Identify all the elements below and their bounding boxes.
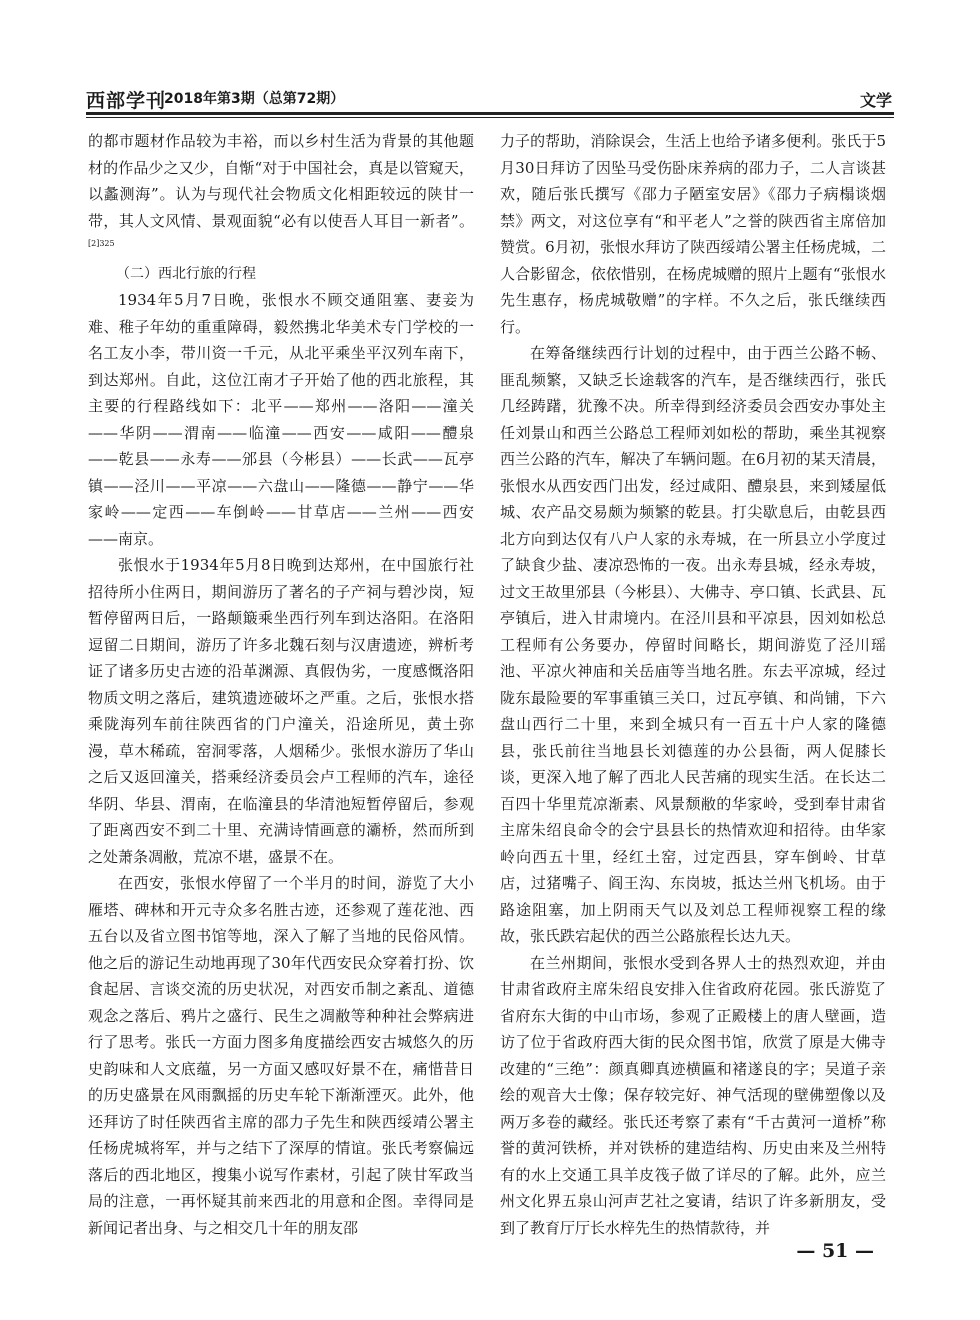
journal-title: 西部学刊 <box>86 90 167 112</box>
citation-ref: [2]325 <box>88 239 115 248</box>
right-column <box>500 128 886 1241</box>
left-column <box>88 128 474 1241</box>
paragraph: 力子的帮助，消除误会，生活上也给予诸多便利。张氏于5月30日拜访了因坠马受伤卧床养病的邵力子，二人言谈甚欢，随后张氏撰写《邵力子陋室安居》《邵力子病榻谈烟禁》两文，对这位享有“和平老人”之誉的陕西省主席倍加赞赏。6月初，张恨水拜访了陕西绥靖公署主任杨虎城，二人合影留念，依依惜别，在杨虎城赠的照片上题有“张恨水先生惠存，杨虎城敬赠”的字样。不久之后，张氏继续西行。 <box>500 132 886 336</box>
paragraph: 张恨水于1934年5月8日晚到达郑州，在中国旅行社招待所小住两日，期间游历了著名的子产祠与碧沙岗，短暂停留两日后，一路颠簸乘坐西行列车到达洛阳。在洛阳逗留二日期间，游历了许多北魏石刻与汉唐遗迹，辨析考证了诸多历史古迹的沿革渊源、真假伪劣，一度感慨洛阳物质文明之落后，建筑遗迹破坏之严重。之后，张恨水搭乘陇海列车前往陕西省的门户潼关，沿途所见，黄土弥漫，草木稀疏，窑洞零落，人烟稀少。张恨水游历了华山之后又返回潼关，搭乘经济委员会卢工程师的汽车，途径华阴、华县、渭南，在临潼县的华清池短暂停留后，参观了距离西安不到二十里、充满诗情画意的灞桥，然而所到之处萧条凋敝，荒凉不堪，盛景不在。 <box>88 556 474 866</box>
header-rule-thick <box>86 112 894 115</box>
paragraph: 1934年5月7日晚，张恨水不顾交通阻塞、妻妾为难、稚子年幼的重重障碍，毅然携北华美术专门学校的一名工友小李，带川资一千元，从北平乘坐平汉列车南下，到达郑州。自此，这位江南才子开始了他的西北旅程，其主要的行程路线如下：北平——郑州——洛阳——潼关——华阴——渭南——临潼——西安——咸阳——醴泉——乾县——永寿——邠县（今彬县）——长武——瓦亭镇——泾川——平凉——六盘山——隆德——静宁——华家岭——定西——车倒岭——甘草店——兰州——西安——南京。 <box>88 291 474 548</box>
running-header <box>86 86 894 120</box>
paragraph: 在筹备继续西行计划的过程中，由于西兰公路不畅、匪乱频繁，又缺乏长途载客的汽车，是否继续西行，张氏几经踌躇，犹豫不决。所幸得到经济委员会西安办事处主任刘景山和西兰公路总工程师刘如松的帮助，乘坐其视察西兰公路的汽车，解决了车辆问题。在6月初的某天清晨，张恨水从西安西门出发，经过咸阳、醴泉县，来到矮屋低城、农产品交易颇为频繁的乾县。打尖歇息后，由乾县西北方向到达仅有八户人家的永寿城，在一所县立小学度过了缺食少盐、凄凉恐怖的一夜。出永寿县城，经永寿坡，过文王故里邠县（今彬县）、大佛寺、亭口镇、长武县、瓦亭镇后，进入甘肃境内。在泾川县和平凉县，因刘如松总工程师有公务要办，停留时间略长，期间游览了泾川瑶池、平凉火神庙和关岳庙等当地名胜。东去平凉城，经过陇东最险要的军事重镇三关口，过瓦亭镇、和尚铺，下六盘山西行二十里，来到全城只有一百五十户人家的隆德县，张氏前往当地县长刘德莲的办公县衙，两人促膝长谈，更深入地了解了西北人民苦痛的现实生活。在长达二百四十华里荒凉渐素、风景颓敝的华家岭，受到奉甘肃省主席朱绍良命令的会宁县县长的热情欢迎和招待。由华家岭向西五十里，经红土窑，过定西县，穿车倒岭、甘草店，过猪嘴子、阎王沟、东岗坡，抵达兰州飞机场。由于路途阻塞，加上阴雨天气以及刘总工程师视察工程的缘故，张氏跌宕起伏的西兰公路旅程长达九天。 <box>500 344 886 945</box>
paragraph: 在兰州期间，张恨水受到各界人士的热烈欢迎，并由甘肃省政府主席朱绍良安排入住省政府花园。张氏游览了省府东大街的中山市场，参观了正殿楼上的唐人壁画，造访了位于省政府西大街的民众图书馆，欣赏了原是大佛寺改建的“三绝”：颜真卿真迹横匾和褚遂良的字；吴道子亲绘的观音大士像；保存较完好、神气活现的壁佛塑像以及两万多卷的藏经。张氏还考察了素有“千古黄河一道桥”称誉的黄河铁桥，并对铁桥的建造结构、历史由来及兰州特有的水上交通工具羊皮筏子做了详尽的了解。此外，应兰州文化界五泉山河声艺社之宴请，结识了许多新朋友，受到了教育厅厅长水梓先生的热情款待，并 <box>500 953 886 1237</box>
section-label: 文学 <box>859 91 892 110</box>
paragraph <box>88 128 474 261</box>
paragraph-text: 的都市题材作品较为丰裕，而以乡村生活为背景的其他题材的作品少之又少，自惭“对于中国社会，真是以管窥天，以蠡测海”。认为与现代社会物质文化相距较远的陕甘一带，其人文风情、景观面貌“必有以使吾人耳目一新者”。 <box>88 132 474 230</box>
paragraph: 在西安，张恨水停留了一个半月的时间，游览了大小雁塔、碑林和开元寺众多名胜古迹，还参观了莲花池、西五台以及省立图书馆等地，深入了解了当地的民俗风情。他之后的游记生动地再现了30年代西安民众穿着打扮、饮食起居、言谈交流的历史状况，对西安币制之紊乱、道德观念之落后、鸦片之盛行、民生之凋敝等种种社会弊病进行了思考。张氏一方面力图多角度描绘西安古城悠久的历史韵味和人文底蕴，另一方面又感叹好景不在，痛惜昔日的历史盛景在风雨飘摇的历史车轮下渐渐湮灭。此外，他还拜访了时任陕西省主席的邵力子先生和陕西绥靖公署主任杨虎城将军，并与之结下了深厚的情谊。张氏考察偏远落后的西北地区，搜集小说写作素材，引起了陕甘军政当局的注意，一再怀疑其前来西北的用意和企图。幸得同是新闻记者出身、与之相交几十年的朋友邵 <box>88 874 474 1237</box>
header-rule-thin <box>86 117 894 118</box>
section-subheading: （二）西北行旅的行程 <box>116 265 256 282</box>
page-number: — 51 — <box>796 1240 874 1262</box>
issue-info: 2018年第3期（总第72期） <box>164 91 345 107</box>
